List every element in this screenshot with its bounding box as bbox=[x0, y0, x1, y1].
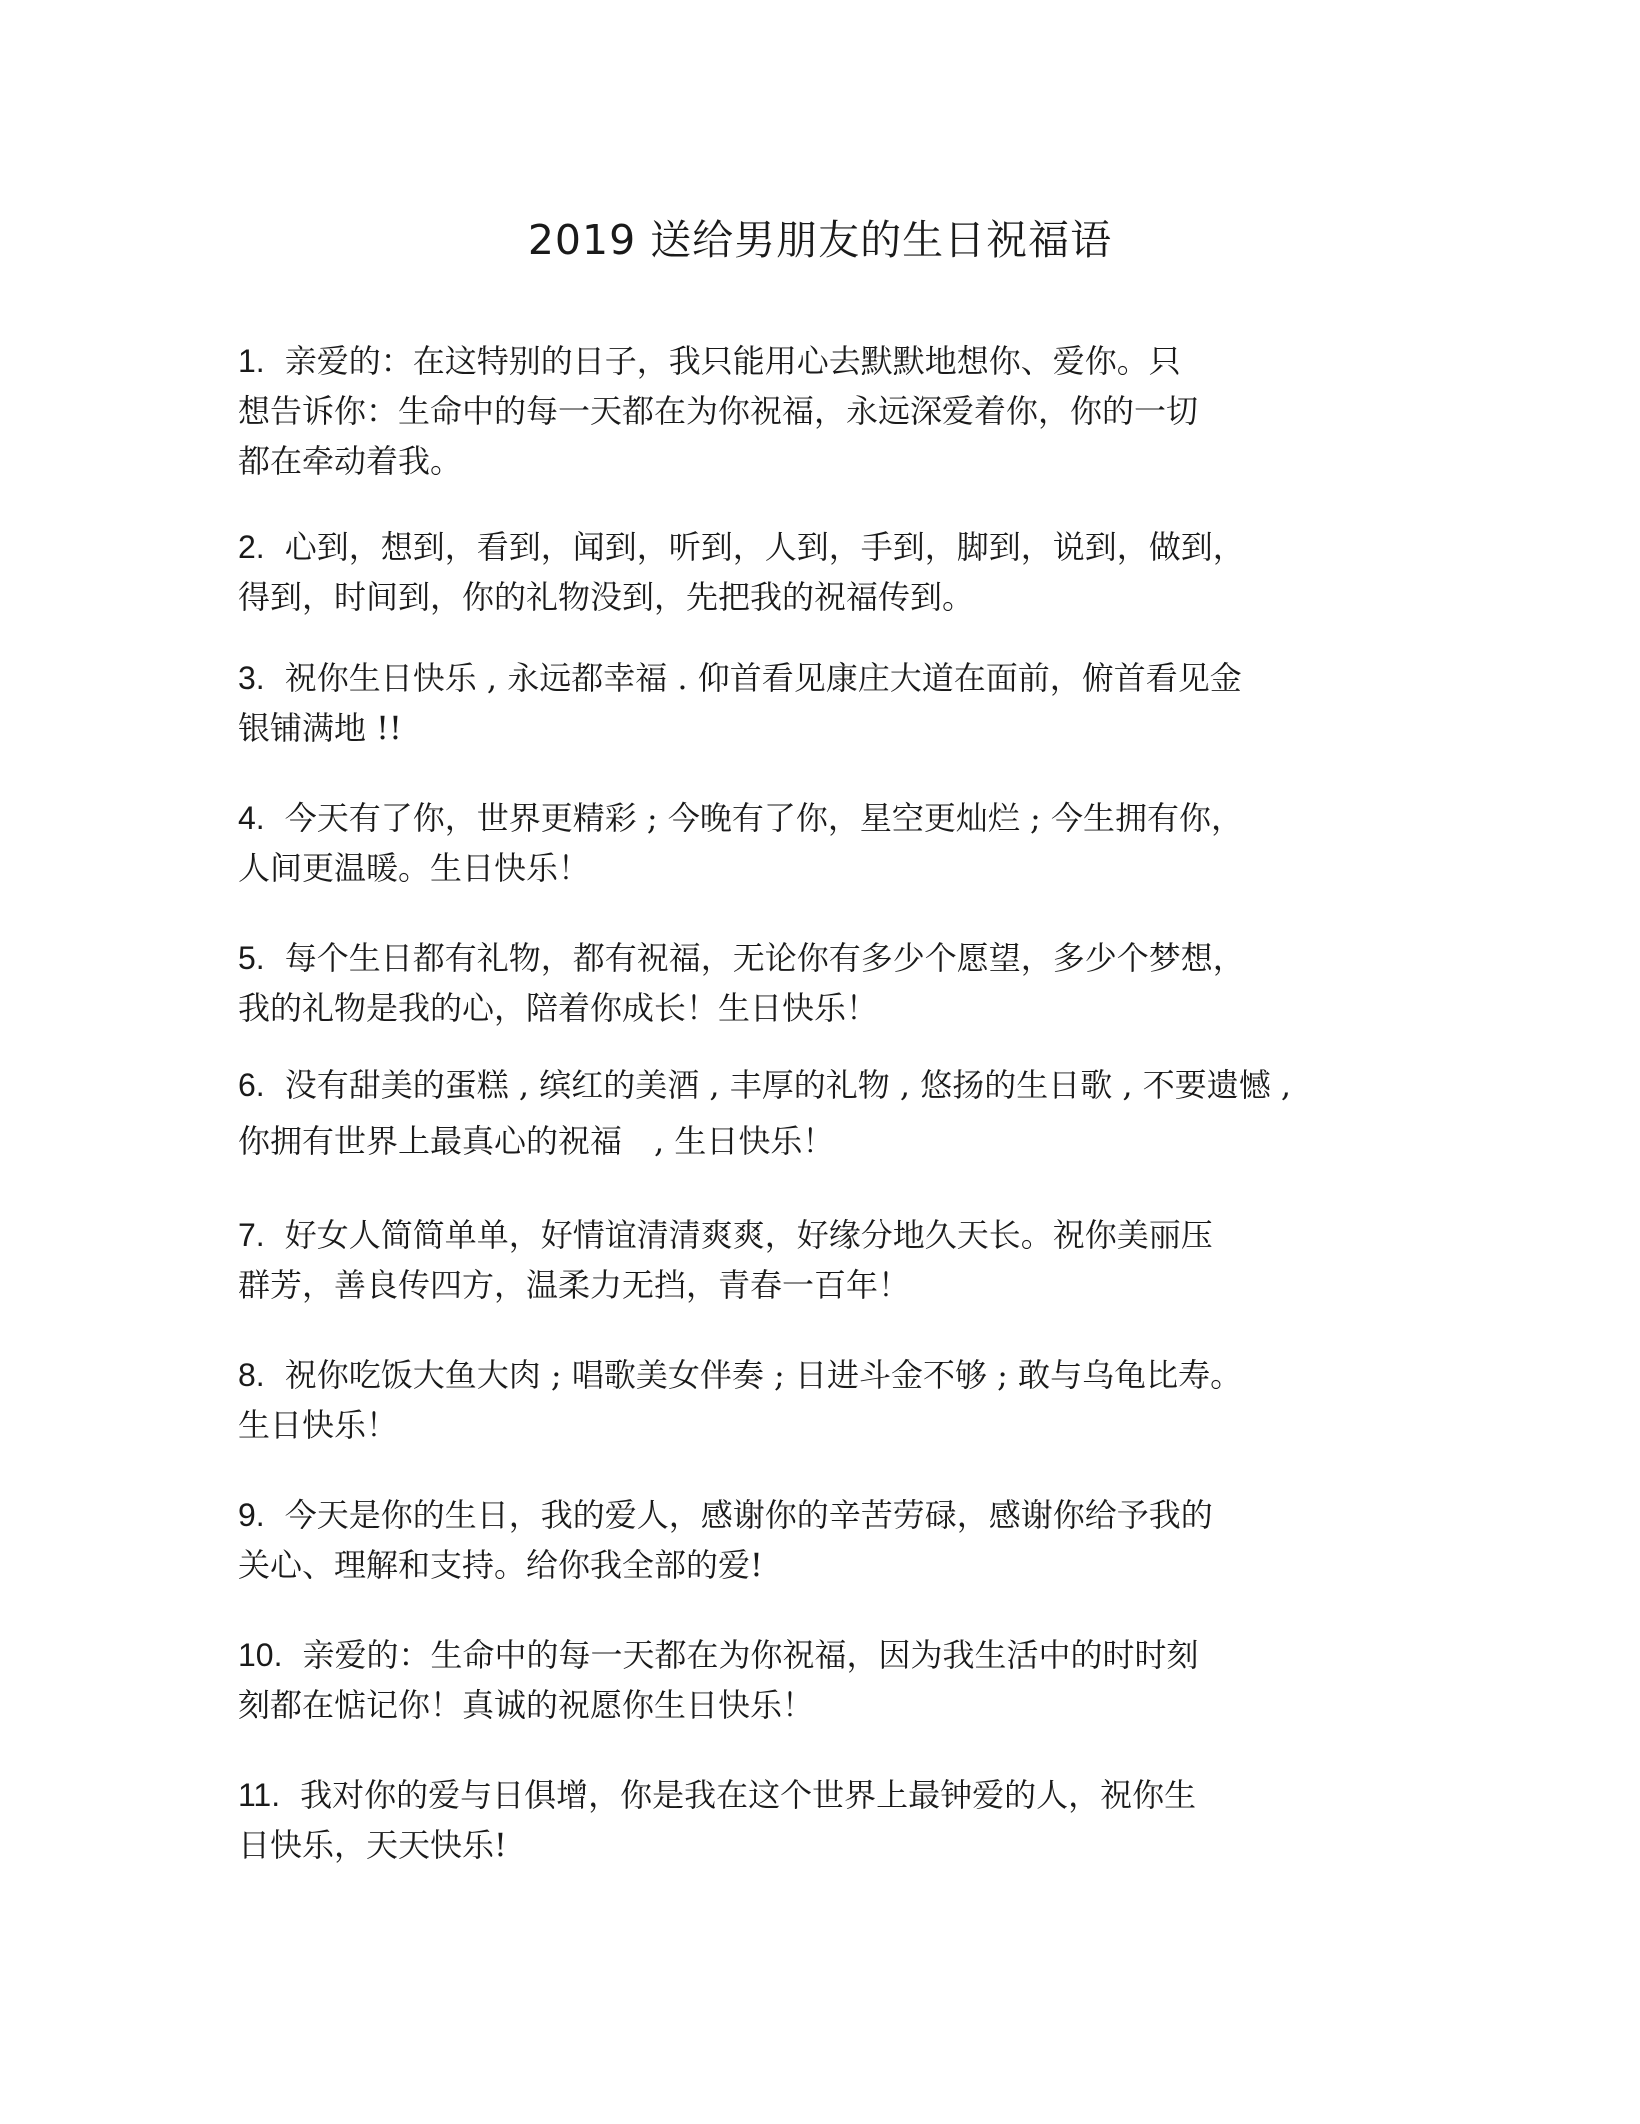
item-number: 6. bbox=[238, 1067, 265, 1103]
item-line: 关心、理解和支持。给你我全部的爱! bbox=[238, 1546, 763, 1584]
item-line bbox=[238, 1057, 1398, 1113]
item-line bbox=[238, 1630, 1398, 1680]
item-number: 9. bbox=[238, 1497, 265, 1533]
item-line bbox=[238, 793, 1398, 843]
item-number: 7. bbox=[238, 1217, 265, 1253]
item-text: 今天是你的生日，我的爱人，感谢你的辛苦劳碌，感谢你给予我的 bbox=[284, 1496, 1213, 1534]
item-text: 祝你吃饭大鱼大肉 ; 唱歌美女伴奏 ; 日进斗金不够 ; 敢与乌龟比寿。 bbox=[284, 1356, 1243, 1394]
item-line bbox=[238, 1210, 1398, 1260]
item-line: 人间更温暖。生日快乐！ bbox=[238, 849, 591, 887]
item-line: 我的礼物是我的心，陪着你成长！生日快乐！ bbox=[238, 989, 879, 1027]
list-item bbox=[238, 522, 1398, 622]
item-number: 3. bbox=[238, 660, 265, 696]
item-number: 5. bbox=[238, 940, 265, 976]
item-line: 群芳，善良传四方，温柔力无挡，青春一百年！ bbox=[238, 1266, 911, 1304]
list-item bbox=[238, 1210, 1398, 1310]
item-line: 刻都在惦记你！真诚的祝愿你生日快乐！ bbox=[238, 1686, 815, 1724]
item-line bbox=[238, 336, 1398, 386]
item-text: 心到，想到，看到，闻到，听到，人到，手到，脚到，说到，做到， bbox=[284, 528, 1245, 566]
item-line: 得到，时间到，你的礼物没到，先把我的祝福传到。 bbox=[238, 578, 975, 616]
item-text: 亲爱的：在这特别的日子，我只能用心去默默地想你、爱你。只 bbox=[284, 342, 1181, 380]
item-line: 银铺满地 !! bbox=[238, 709, 402, 747]
list-item bbox=[238, 1770, 1398, 1870]
item-line bbox=[238, 522, 1398, 572]
item-line: 日快乐，天天快乐! bbox=[238, 1826, 507, 1864]
item-text: 好女人简简单单，好情谊清清爽爽，好缘分地久天长。祝你美丽压 bbox=[284, 1216, 1213, 1254]
item-text: 每个生日都有礼物，都有祝福，无论你有多少个愿望，多少个梦想， bbox=[284, 939, 1245, 977]
list-item bbox=[238, 336, 1398, 486]
item-line bbox=[238, 1350, 1398, 1400]
item-number: 2. bbox=[238, 529, 265, 565]
item-number: 8. bbox=[238, 1357, 265, 1393]
list-item bbox=[238, 653, 1398, 753]
item-number: 1. bbox=[238, 343, 265, 379]
item-line bbox=[238, 1770, 1398, 1820]
item-line bbox=[238, 1490, 1398, 1540]
list-item bbox=[238, 1630, 1398, 1730]
item-text: 亲爱的：生命中的每一天都在为你祝福，因为我生活中的时时刻 bbox=[302, 1636, 1199, 1674]
item-line: 想告诉你：生命中的每一天都在为你祝福，永远深爱着你，你的一切 bbox=[238, 392, 1199, 430]
item-text: 我对你的爱与日俱增，你是我在这个世界上最钟爱的人，祝你生 bbox=[300, 1776, 1197, 1814]
list-item bbox=[238, 1350, 1398, 1450]
item-line bbox=[238, 933, 1398, 983]
item-number: 11. bbox=[238, 1777, 281, 1813]
list-item bbox=[238, 793, 1398, 893]
item-number: 10. bbox=[238, 1637, 283, 1673]
item-line bbox=[238, 653, 1398, 703]
list-item bbox=[238, 1490, 1398, 1590]
item-line: 你拥有世界上最真心的祝福 , 生日快乐！ bbox=[238, 1122, 835, 1160]
list-item bbox=[238, 933, 1398, 1033]
item-text: 今天有了你，世界更精彩 ; 今晚有了你，星空更灿烂 ; 今生拥有你， bbox=[284, 799, 1243, 837]
item-line: 生日快乐！ bbox=[238, 1406, 399, 1444]
list-item bbox=[238, 1057, 1398, 1169]
page-title: 2019 送给男朋友的生日祝福语 bbox=[527, 216, 1113, 264]
item-number: 4. bbox=[238, 800, 265, 836]
item-text: 祝你生日快乐 , 永远都幸福 . 仰首看见康庄大道在面前，俯首看见金 bbox=[284, 659, 1242, 697]
item-line: 都在牵动着我。 bbox=[238, 442, 463, 480]
item-text: 没有甜美的蛋糕 , 缤红的美酒 , 丰厚的礼物 , 悠扬的生日歌 , 不要遗憾 , bbox=[284, 1066, 1292, 1104]
